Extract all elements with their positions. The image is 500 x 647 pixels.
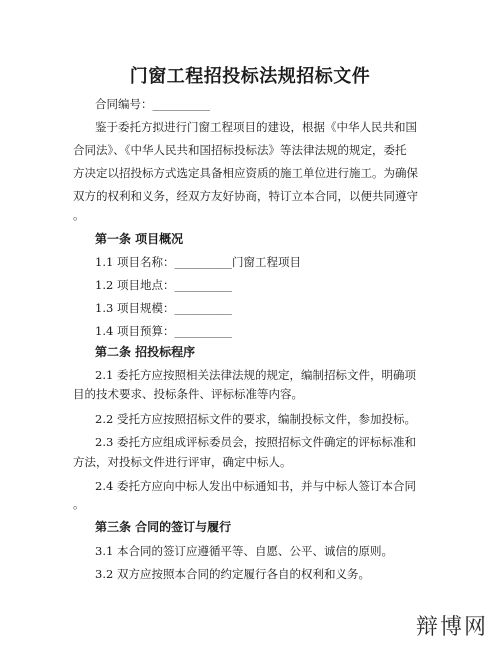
section-2-line: 2.4 委托方应向中标人发出中标通知书，并与中标人签订本合同: [95, 479, 416, 493]
intro-line-1: 鉴于委托方拟进行门窗工程项目的建设，根据《中华人民共和国: [95, 120, 417, 134]
intro-line-3: 方决定以招投标方式选定具备相应资质的施工单位进行施工。为确保: [73, 166, 418, 180]
section-1-item: 1.2 项目地点：__________: [95, 278, 232, 292]
site-watermark: 辩博网: [415, 615, 488, 640]
intro-line-5: 。: [73, 208, 85, 222]
section-1-item: 1.3 项目规模：__________: [95, 301, 232, 315]
section-3-heading: 第三条 合同的签订与履行: [95, 520, 232, 534]
section-2-heading: 第二条 招投标程序: [95, 345, 196, 359]
section-3-line: 3.2 双方应按照本合同的约定履行各自的权利和义务。: [95, 567, 370, 581]
section-1-item: 1.4 项目预算：__________: [95, 324, 232, 338]
section-2-line: 2.1 委托方应按照相关法律法规的规定，编制招标文件，明确项: [95, 368, 416, 382]
section-1-item: 1.1 项目名称：__________门窗工程项目: [95, 255, 301, 269]
section-3-line: 3.1 本合同的签订应遵循平等、自愿、公平、诚信的原则。: [95, 544, 393, 558]
contract-number: 合同编号：__________: [95, 97, 210, 111]
section-1-heading: 第一条 项目概况: [95, 232, 184, 246]
section-2-line: 2.3 委托方应组成评标委员会，按照招标文件确定的评标标准和: [95, 435, 416, 449]
intro-line-2: 合同法》、《中华人民共和国招标投标法》等法律法规的规定，委托: [73, 143, 407, 157]
document-title: 门窗工程招投标法规招标文件: [129, 66, 371, 87]
section-2-line: 方法，对投标文件进行评审，确定中标人。: [73, 455, 292, 469]
section-2-line: 目的技术要求、投标条件、评标标准等内容。: [73, 387, 303, 401]
intro-line-4: 双方的权利和义务，经双方友好协商，特订立本合同，以便共同遵守: [73, 189, 418, 203]
section-2-line: 。: [73, 497, 85, 511]
section-2-line: 2.2 受托方应按照招标文件的要求，编制投标文件，参加投标。: [95, 412, 416, 426]
